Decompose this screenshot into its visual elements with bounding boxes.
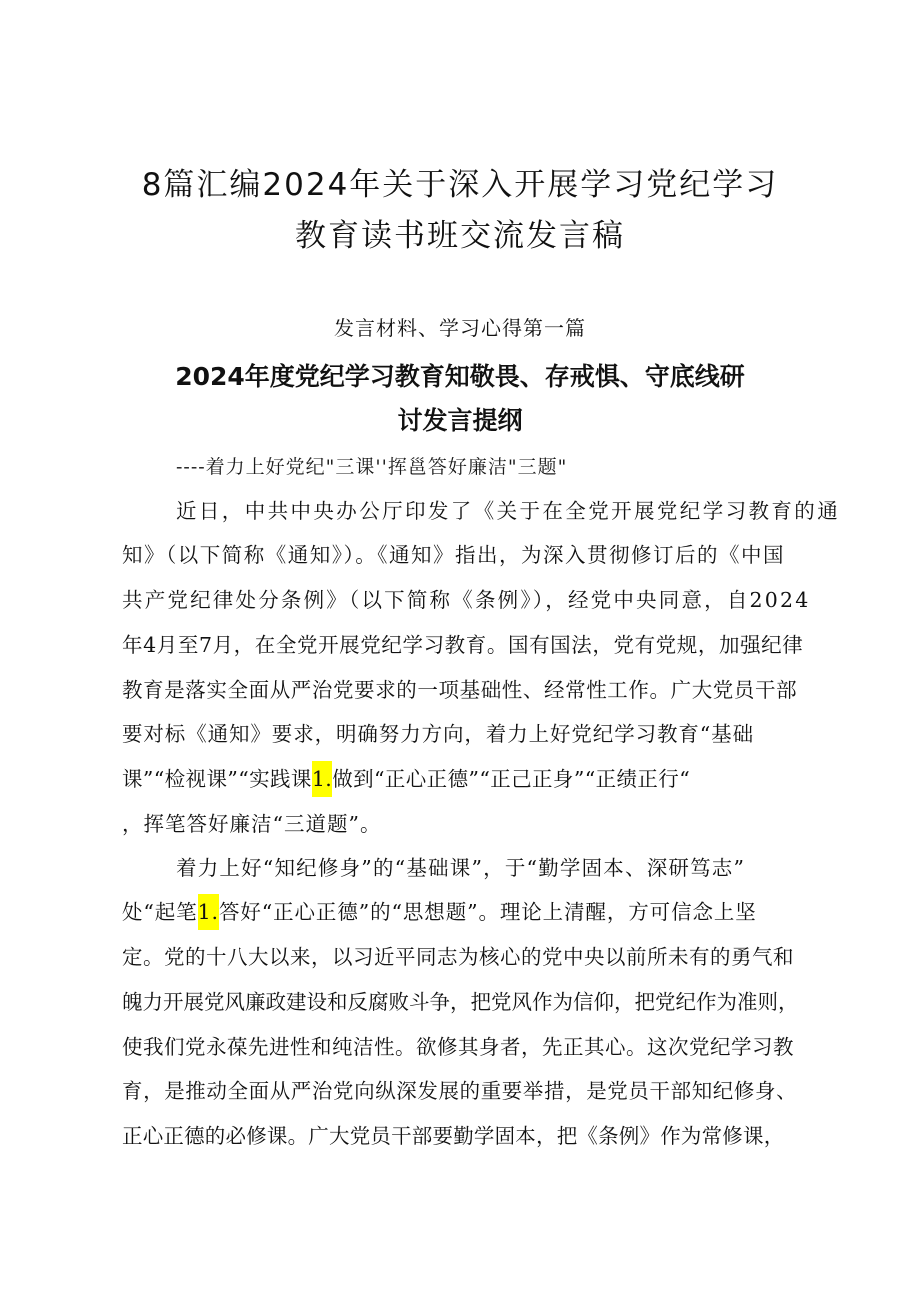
highlighted-list-marker: 1. bbox=[198, 894, 219, 930]
body-line: 定。党的十八大以来，以习近平同志为核心的党中央以前所未有的勇气和 bbox=[122, 945, 794, 969]
body-line-with-marker bbox=[122, 765, 690, 793]
section-subtitle-line-2: 讨发言提纲 bbox=[397, 406, 523, 435]
body-text: 课”“检视课”“实践课 bbox=[122, 767, 312, 791]
body-line: 正心正德的必修课。广大党员干部要勤学固本，把《条例》作为常修课， bbox=[122, 1124, 785, 1148]
body-line: ，挥笔答好廉洁“三道题”。 bbox=[122, 812, 382, 836]
body-text: 做到“正心正德”“正己正身”“正绩正行“ bbox=[332, 767, 691, 791]
body-line: 着力上好“知纪修身”的“基础课”，于“勤学固本、深研笃志” bbox=[176, 856, 746, 880]
body-line: 知》（以下简称《通知》）。《通知》指出，为深入贯彻修订后的《中国 bbox=[122, 543, 785, 567]
section-tagline: ----着力上好党纪"三课''挥邕答好廉洁"三题" bbox=[176, 456, 568, 478]
body-line: 教育是落实全面从严治党要求的一项基础性、经常性工作。广大党员干部 bbox=[122, 678, 798, 702]
body-line-with-marker bbox=[122, 898, 757, 926]
body-line: 育，是推动全面从严治党向纵深发展的重要举措，是党员干部知纪修身、 bbox=[122, 1079, 798, 1103]
body-text: 处“起笔 bbox=[122, 900, 198, 924]
body-line: 魄力开展党风廉政建设和反腐败斗争，把党风作为信仰，把党纪作为准则， bbox=[122, 990, 799, 1014]
body-line: 使我们党永葆先进性和纯洁性。欲修其身者，先正其心。这次党纪学习教 bbox=[122, 1035, 794, 1059]
section-subtitle-line-1: 2024年度党纪学习教育知敬畏、存戒惧、守底线研 bbox=[175, 362, 745, 391]
main-title-line-2: 教育读书班交流发言稿 bbox=[295, 218, 625, 254]
highlighted-list-marker: 1. bbox=[312, 761, 332, 797]
main-title-line-1: 8篇汇编2024年关于深入开展学习党纪学习 bbox=[141, 167, 779, 203]
body-line: 共产党纪律处分条例》（以下简称《条例》），经党中央同意，自2024 bbox=[122, 588, 811, 612]
body-text: 答好“正心正德”的“思想题”。理论上清醒，方可信念上坚 bbox=[218, 900, 757, 924]
section-label: 发言材料、学习心得第一篇 bbox=[334, 316, 586, 340]
body-line: 年4月至7月，在全党开展党纪学习教育。国有国法，党有党规，加强纪律 bbox=[122, 633, 804, 657]
body-line: 近日，中共中央办公厅印发了《关于在全党开展党纪学习教育的通 bbox=[176, 499, 841, 523]
body-line: 要对标《通知》要求，明确努力方向，着力上好党纪学习教育“基础 bbox=[122, 722, 754, 746]
